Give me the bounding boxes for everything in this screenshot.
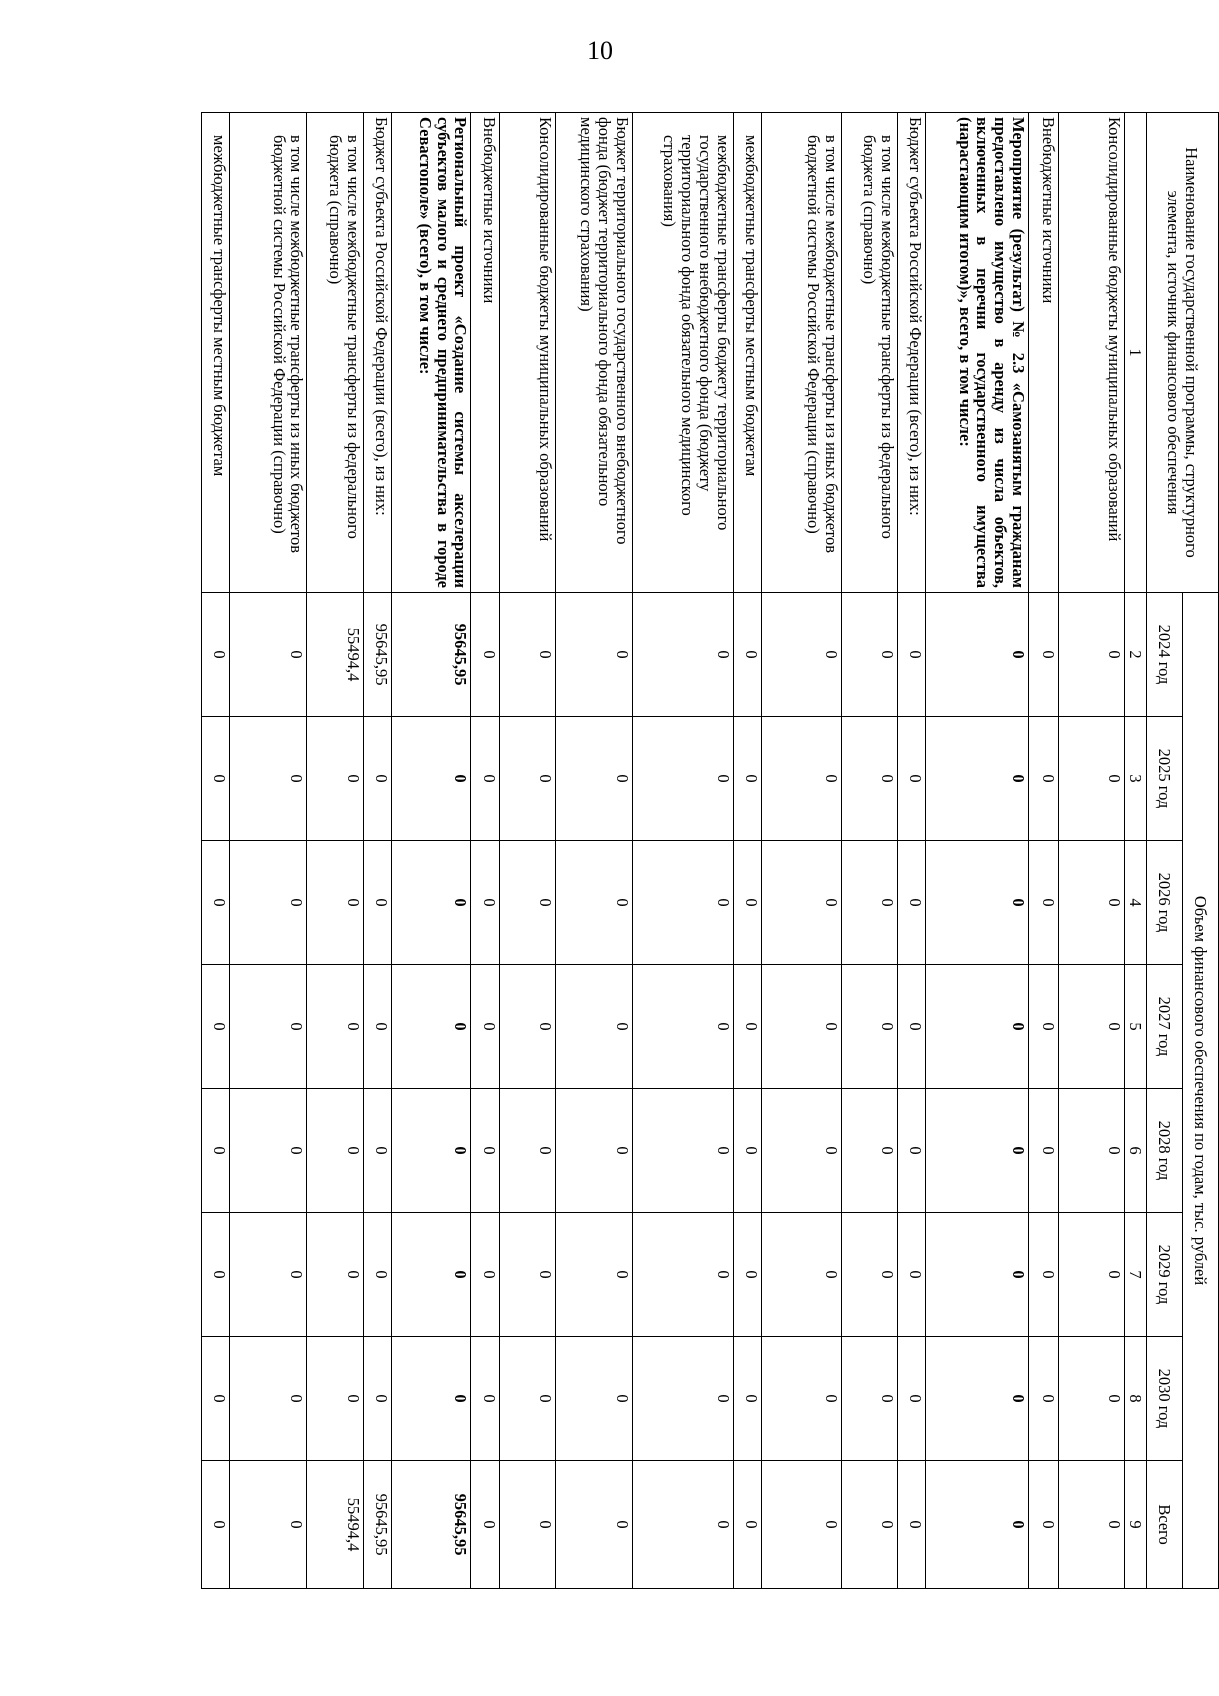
table-row <box>499 113 555 1589</box>
cell-value: 0 <box>633 841 734 965</box>
cell-value: 0 <box>761 1089 841 1213</box>
cell-value: 0 <box>733 1213 761 1337</box>
table-row <box>202 113 230 1589</box>
cell-value: 0 <box>230 1213 307 1337</box>
cell-value: 0 <box>307 841 363 965</box>
cell-value: 0 <box>1059 593 1125 717</box>
cell-value: 0 <box>555 1213 632 1337</box>
table-row <box>841 113 897 1589</box>
header-year-2030: 2030 год <box>1147 1337 1183 1461</box>
row-label: Внебюджетные источники <box>1028 113 1058 593</box>
cell-value: 0 <box>202 1461 230 1589</box>
cell-value: 0 <box>230 1089 307 1213</box>
cell-value: 95645,95 <box>391 1461 471 1589</box>
cell-value: 0 <box>555 1337 632 1461</box>
cell-value: 0 <box>633 1337 734 1461</box>
row-label: в том числе межбюджетные трансферты из иных бюджетов бюджетной системы Российской Федерации (справочно) <box>230 113 307 593</box>
row-label-measure: Мероприятие (результат) № 2.3 «Самозанятым гражданам предоставлено имущество в аренду из числа объектов, включенных в перечни государственного имущества (нарастающим итогом)», всего, в том числе: <box>925 113 1028 593</box>
cell-value: 0 <box>1028 1213 1058 1337</box>
cell-value: 0 <box>1028 965 1058 1089</box>
cell-value: 0 <box>499 593 555 717</box>
cell-value: 0 <box>499 1089 555 1213</box>
header-name-column: Наименование государственной программы, структурного элемента, источник финансового обеспечения <box>1147 113 1219 593</box>
cell-value: 0 <box>633 965 734 1089</box>
header-year-2029: 2029 год <box>1147 1213 1183 1337</box>
cell-value: 0 <box>841 965 897 1089</box>
table-row <box>1059 113 1125 1589</box>
cell-value: 0 <box>761 1213 841 1337</box>
cell-value: 0 <box>925 841 1028 965</box>
cell-value: 0 <box>363 717 391 841</box>
cell-value: 0 <box>1028 1337 1058 1461</box>
table-row <box>230 113 307 1589</box>
cell-value: 0 <box>1059 1461 1125 1589</box>
cell-value: 0 <box>307 1089 363 1213</box>
cell-value: 0 <box>1028 717 1058 841</box>
cell-value: 0 <box>1028 841 1058 965</box>
cell-value: 0 <box>897 593 925 717</box>
cell-value: 0 <box>363 965 391 1089</box>
funding-table <box>201 112 1219 1589</box>
cell-value: 0 <box>391 1337 471 1461</box>
cell-value: 0 <box>230 1461 307 1589</box>
cell-value: 0 <box>761 717 841 841</box>
table-row <box>363 113 391 1589</box>
cell-value: 95645,95 <box>391 593 471 717</box>
cell-value: 0 <box>391 1213 471 1337</box>
cell-value: 0 <box>1028 1089 1058 1213</box>
cell-value: 55494,4 <box>307 593 363 717</box>
cell-value: 0 <box>1059 841 1125 965</box>
cell-value: 0 <box>555 717 632 841</box>
cell-value: 0 <box>499 965 555 1089</box>
table-row <box>1028 113 1058 1589</box>
cell-value: 0 <box>391 841 471 965</box>
cell-value: 0 <box>230 1337 307 1461</box>
cell-value: 0 <box>841 1213 897 1337</box>
cell-value: 0 <box>391 965 471 1089</box>
row-label: межбюджетные трансферты бюджету территориального государственного внебюджетного фонда (бюджету территориального фонда обязательного медицинского страхования) <box>633 113 734 593</box>
cell-value: 0 <box>1059 717 1125 841</box>
cell-value: 0 <box>925 1213 1028 1337</box>
cell-value: 55494,4 <box>307 1461 363 1589</box>
header-volume-group: Объем финансового обеспечения по годам, тыс. рублей <box>1183 593 1219 1589</box>
header-index: 1 <box>1125 113 1147 593</box>
header-year-2026: 2026 год <box>1147 841 1183 965</box>
header-index: 2 <box>1125 593 1147 717</box>
cell-value: 0 <box>1059 1213 1125 1337</box>
row-label-project: Региональный проект «Создание системы акселерации субъектов малого и среднего предпринимательства в городе Севастополе» (всего), в том числе: <box>391 113 471 593</box>
cell-value: 0 <box>761 1337 841 1461</box>
cell-value: 0 <box>733 841 761 965</box>
cell-value: 0 <box>230 965 307 1089</box>
header-index: 4 <box>1125 841 1147 965</box>
cell-value: 0 <box>925 593 1028 717</box>
cell-value: 0 <box>471 841 499 965</box>
cell-value: 0 <box>499 1461 555 1589</box>
header-index: 5 <box>1125 965 1147 1089</box>
row-label: в том числе межбюджетные трансферты из иных бюджетов бюджетной системы Российской Федерации (справочно) <box>761 113 841 593</box>
page-number: 10 <box>587 36 613 65</box>
cell-value: 0 <box>391 717 471 841</box>
row-label: Бюджет субъекта Российской Федерации (всего), из них: <box>363 113 391 593</box>
cell-value: 0 <box>925 1089 1028 1213</box>
cell-value: 0 <box>202 1089 230 1213</box>
cell-value: 0 <box>499 841 555 965</box>
table-row <box>391 113 471 1589</box>
cell-value: 0 <box>733 1337 761 1461</box>
cell-value: 0 <box>471 717 499 841</box>
cell-value: 0 <box>633 593 734 717</box>
header-year-2027: 2027 год <box>1147 965 1183 1089</box>
cell-value: 0 <box>925 965 1028 1089</box>
header-year-2025: 2025 год <box>1147 717 1183 841</box>
cell-value: 0 <box>202 1337 230 1461</box>
cell-value: 0 <box>733 965 761 1089</box>
header-index: 6 <box>1125 1089 1147 1213</box>
cell-value: 0 <box>1028 1461 1058 1589</box>
cell-value: 0 <box>471 1213 499 1337</box>
cell-value: 0 <box>307 965 363 1089</box>
cell-value: 0 <box>897 1337 925 1461</box>
cell-value: 0 <box>202 593 230 717</box>
cell-value: 0 <box>307 1213 363 1337</box>
cell-value: 0 <box>202 841 230 965</box>
cell-value: 0 <box>555 965 632 1089</box>
row-label: Внебюджетные источники <box>471 113 499 593</box>
table-row <box>925 113 1028 1589</box>
cell-value: 0 <box>1028 593 1058 717</box>
cell-value: 0 <box>202 1213 230 1337</box>
header-index: 7 <box>1125 1213 1147 1337</box>
funding-table-rotated <box>201 112 1219 1588</box>
header-year-2028: 2028 год <box>1147 1089 1183 1213</box>
row-label: Консолидированные бюджеты муниципальных образований <box>499 113 555 593</box>
header-index: 9 <box>1125 1461 1147 1589</box>
cell-value: 0 <box>733 717 761 841</box>
cell-value: 0 <box>841 717 897 841</box>
table-row <box>633 113 734 1589</box>
cell-value: 0 <box>230 593 307 717</box>
cell-value: 0 <box>897 717 925 841</box>
row-label: в том числе межбюджетные трансферты из федерального бюджета (справочно) <box>307 113 363 593</box>
row-label: межбюджетные трансферты местным бюджетам <box>733 113 761 593</box>
cell-value: 0 <box>761 965 841 1089</box>
cell-value: 0 <box>1059 1089 1125 1213</box>
header-index: 8 <box>1125 1337 1147 1461</box>
cell-value: 0 <box>897 1213 925 1337</box>
row-label: Бюджет субъекта Российской Федерации (всего), из них: <box>897 113 925 593</box>
table-row <box>761 113 841 1589</box>
cell-value: 0 <box>230 841 307 965</box>
cell-value: 0 <box>761 841 841 965</box>
cell-value: 0 <box>471 1337 499 1461</box>
row-label: Бюджет территориального государственного внебюджетного фонда (бюджет территориального фонда обязательного медицинского страхования) <box>555 113 632 593</box>
cell-value: 0 <box>555 593 632 717</box>
cell-value: 0 <box>391 1089 471 1213</box>
row-label: Консолидированные бюджеты муниципальных образований <box>1059 113 1125 593</box>
cell-value: 0 <box>733 593 761 717</box>
cell-value: 0 <box>633 717 734 841</box>
cell-value: 0 <box>633 1461 734 1589</box>
cell-value: 0 <box>230 717 307 841</box>
cell-value: 0 <box>307 1337 363 1461</box>
cell-value: 0 <box>555 841 632 965</box>
row-label: в том числе межбюджетные трансферты из федерального бюджета (справочно) <box>841 113 897 593</box>
cell-value: 0 <box>202 717 230 841</box>
cell-value: 95645,95 <box>363 593 391 717</box>
cell-value: 0 <box>841 593 897 717</box>
cell-value: 0 <box>363 1213 391 1337</box>
cell-value: 0 <box>925 1461 1028 1589</box>
cell-value: 0 <box>897 1089 925 1213</box>
row-label: межбюджетные трансферты местным бюджетам <box>202 113 230 593</box>
cell-value: 0 <box>1059 1337 1125 1461</box>
cell-value: 0 <box>633 1089 734 1213</box>
cell-value: 0 <box>202 965 230 1089</box>
cell-value: 0 <box>499 1213 555 1337</box>
cell-value: 0 <box>471 1089 499 1213</box>
table-row <box>733 113 761 1589</box>
cell-value: 0 <box>555 1461 632 1589</box>
cell-value: 0 <box>555 1089 632 1213</box>
cell-value: 0 <box>761 1461 841 1589</box>
cell-value: 0 <box>363 1089 391 1213</box>
header-index: 3 <box>1125 717 1147 841</box>
cell-value: 0 <box>363 1337 391 1461</box>
cell-value: 0 <box>841 1089 897 1213</box>
cell-value: 0 <box>925 717 1028 841</box>
cell-value: 0 <box>897 1461 925 1589</box>
table-row <box>555 113 632 1589</box>
cell-value: 0 <box>897 965 925 1089</box>
cell-value: 0 <box>499 1337 555 1461</box>
cell-value: 0 <box>925 1337 1028 1461</box>
cell-value: 0 <box>733 1461 761 1589</box>
table-row <box>307 113 363 1589</box>
cell-value: 0 <box>841 841 897 965</box>
cell-value: 0 <box>471 1461 499 1589</box>
cell-value: 0 <box>1059 965 1125 1089</box>
cell-value: 0 <box>471 965 499 1089</box>
cell-value: 95645,95 <box>363 1461 391 1589</box>
cell-value: 0 <box>307 717 363 841</box>
cell-value: 0 <box>363 841 391 965</box>
cell-value: 0 <box>633 1213 734 1337</box>
header-total: Всего <box>1147 1461 1183 1589</box>
cell-value: 0 <box>733 1089 761 1213</box>
cell-value: 0 <box>471 593 499 717</box>
table-row <box>897 113 925 1589</box>
cell-value: 0 <box>897 841 925 965</box>
cell-value: 0 <box>841 1461 897 1589</box>
cell-value: 0 <box>499 717 555 841</box>
header-year-2024: 2024 год <box>1147 593 1183 717</box>
cell-value: 0 <box>761 593 841 717</box>
cell-value: 0 <box>841 1337 897 1461</box>
table-row <box>471 113 499 1589</box>
